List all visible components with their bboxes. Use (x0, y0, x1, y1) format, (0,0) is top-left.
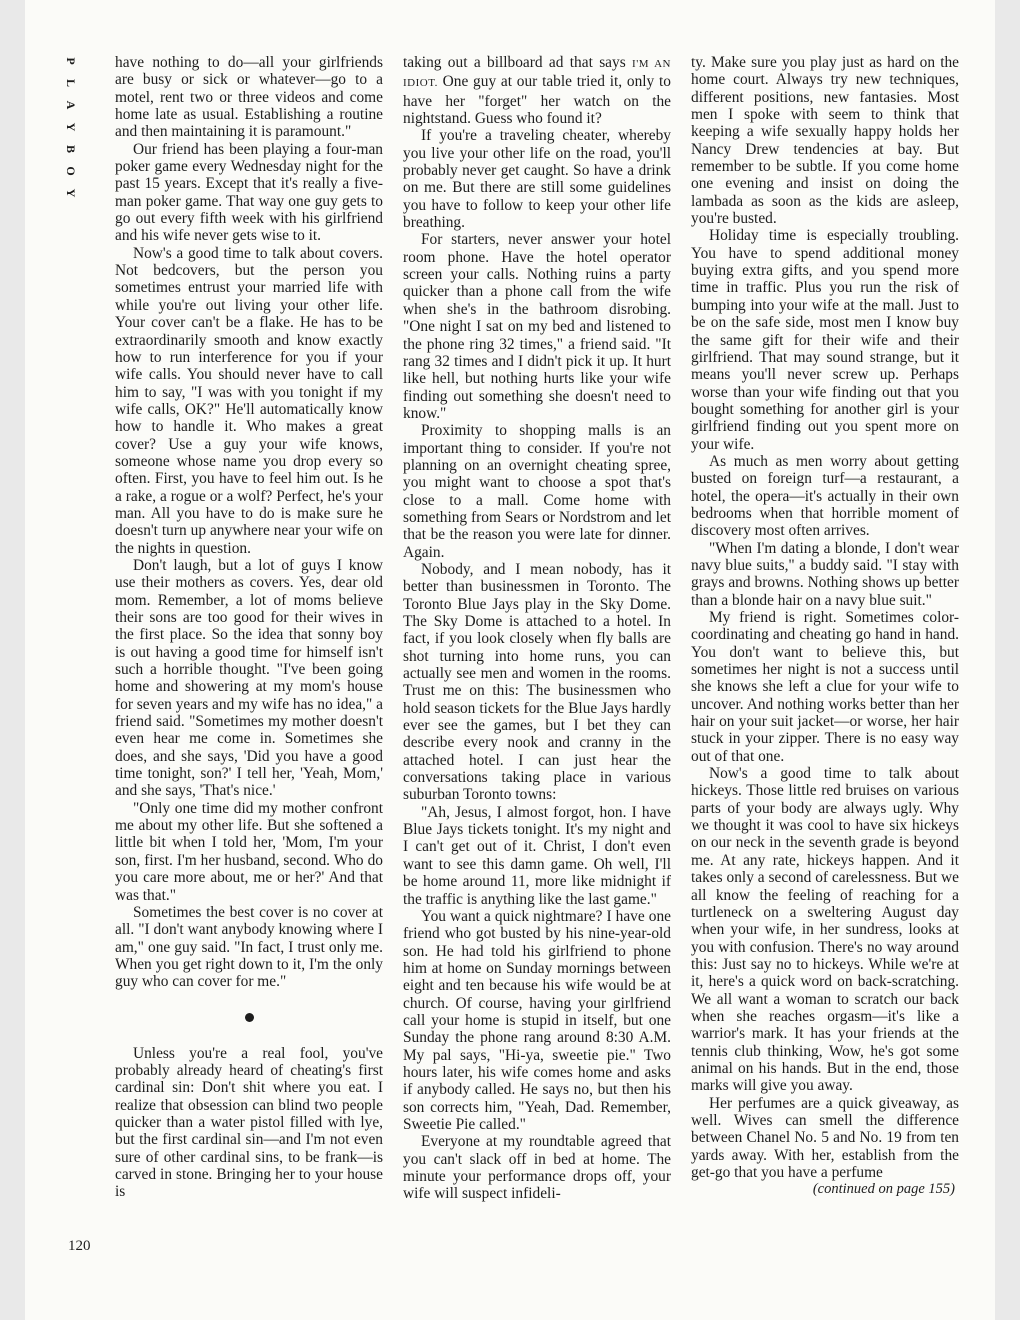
paragraph: If you're a traveling cheater, whereby you live your other life on the road, you'll probably never get caught. So have a drink on me. But there are still some guidelines you have to follow to keep your other life breathing. (403, 127, 671, 232)
running-head-letter: O (64, 166, 78, 176)
paragraph: Everyone at my roundtable agreed that you can't slack off in bed at home. The minute your performance drops off, your wife will suspect infideli- (403, 1133, 671, 1203)
page-number: 120 (68, 1238, 91, 1254)
paragraph: For starters, never answer your hotel room phone. Have the hotel operator screen your calls. Nothing ruins a party quicker than a phone call from the wife when she's in the bathroom disrobing. "One night I sat on my bed and listened to the phone ring 32 times," a friend said. "It rang 32 times and I didn't pick it up. It hurt like hell, but nothing hurts like your wife finding out something she doesn't need to know." (403, 231, 671, 422)
paragraph: Holiday time is especially troubling. You have to spend additional money buying extra gifts, and you spend more time in traffic. Plus you run the risk of bumping into your wife at the mall. Just to be on the safe side, most men I know buy the same gift for their wife and their girlfriend. That may sound strange, but it means you'll never screw up. Perhaps worse than your wife finding out that you bought something for another girl is your girlfriend finding out you spent more on your wife. (691, 227, 959, 453)
paragraph: Unless you're a real fool, you've probably already heard of cheating's first cardinal sin: Don't shit where you eat. I realize that obsession can blind two people quicker than a water pistol filled with lye, but the first cardinal sin—and I'm not even sure of other cardinal sins, to be frank—is carved in stone. Bringing her to your house is (115, 1044, 383, 1201)
column-1 (115, 54, 383, 1201)
continued-note: (continued on page 155) (812, 1181, 955, 1198)
paragraph: As much as men worry about getting busted on foreign turf—a restaurant, a hotel, the opera—it's actually in their own bedrooms when that horrible moment of discovery most often arrives. (691, 452, 959, 540)
text-run: taking out a billboard ad that says (403, 54, 633, 71)
paragraph: You want a quick nightmare? I have one friend who got busted by his nine-year-old son. He had told his girlfriend to phone him at home on Sunday mornings between eight and ten because his wife would be at church. Of course, having your girlfriend call your home is stupid in itself, but one Sunday the phone rang around 8:30 A.M. My pal says, "Hi-ya, sweetie pie." Two hours later, his wife comes home and asks if anybody called. He says no, but then his son corrects him, "Yeah, Dad. Remember, Sweetie Pie called." (403, 907, 671, 1133)
column-2 (403, 54, 671, 1203)
running-head-letter: A (64, 100, 78, 110)
running-head-letter: Y (64, 188, 78, 198)
section-bullet (115, 991, 383, 1045)
paragraph: Nobody, and I mean nobody, has it better than businessmen in Toronto. The Toronto Blue Jays play in the Sky Dome. The Sky Dome is attached to a hotel. In fact, if you look closely when fly balls are shot turning into home runs, you can actually see men and women in the rooms. Trust me on this: The businessmen who hold season tickets for the Blue Jays hardly ever see the games, but I bet they can describe every nook and cranny in the attached hotel. I can just hear the conversations taking place in various suburban Toronto towns: (403, 560, 671, 804)
paragraph: "Ah, Jesus, I almost forgot, hon. I have Blue Jays tickets tonight. It's my night and I can't get out of it. Christ, I don't even want to see this damn game. Oh well, I'll be home around 11, more like midnight if the traffic is anything like the last game." (403, 803, 671, 908)
paragraph: Our friend has been playing a four-man poker game every Wednesday night for the past 15 years. Except that it's really a five-man poker game. That way one guy gets to go out every fifth week with his girlfriend and his wife never gets wise to it. (115, 140, 383, 245)
paragraph: Now's a good time to talk about hickeys. Those little red bruises on various parts of your body are always ugly. Why we thought it was cool to have six hickeys on our neck in the seventh grade is beyond me. At any rate, hickeys happen. And it takes only a second of carelessness. But we all know the feeling of reaching for a turtleneck on a sweltering August day when your wife, in her sundress, looks at you with confusion. There's no way around this: Just say no to hickeys. While we're at it, here's a quick word on back-scratching. We all want a woman to scratch our back when she reaches orgasm—it's like a warrior's mark. It has your friends at the tennis club thinking, Wow, he's got some animal on his hands. But in the end, those marks will give you away. (691, 765, 959, 1095)
small-caps-text: I'M AN IDIOT. (403, 58, 671, 90)
running-head-letter: B (64, 144, 78, 153)
column-3 (691, 54, 959, 1199)
paragraph: My friend is right. Sometimes color-coordinating and cheating go hand in hand. You don't want to believe this, but sometimes her night is not a success until she knows she left a clue for your wife to uncover. And nothing works better than her hair on your suit jacket—or worse, her hair stuck in your zipper. There is no easy way out of that one. (691, 609, 959, 765)
running-head-letter: P (64, 57, 78, 65)
paragraph: ty. Make sure you play just as hard on the home court. Always try new techniques, different positions, new fantasies. Most men I spoke with seem to think that keeping a wife sexually happy holds her Nancy Drew tendencies at bay. But remember to be subtle. If you come home one evening and insist on doing the lambada as soon as the kids are asleep, you're busted. (691, 54, 959, 228)
paragraph: "Only one time did my mother confront me about my other life. But she softened a little bit when I told her, 'Mom, I'm your son, first. I'm her husband, second. Who do you care more about, me or her?' And that was that." (115, 799, 383, 904)
paragraph: Sometimes the best cover is no cover at all. "I don't want anybody knowing where I am," one guy said. "In fact, I trust only me. When you get right down to it, I'm the only guy who can cover for me." (115, 903, 383, 991)
text-run: One guy at our table tried it, only to have her "forget" her watch on the nightstand. Guess who found it? (403, 73, 671, 128)
paragraph (403, 54, 671, 127)
running-head-letter: L (64, 78, 78, 87)
paragraph: Her perfumes are a quick giveaway, as well. Wives can smell the difference between Chanel No. 5 and No. 19 from ten yards away. With her, establish from the get-go that you have a perfume (691, 1094, 959, 1181)
paragraph: have nothing to do—all your girlfriends are busy or sick or whatever—go to a motel, rent two or three videos and come home late as usual. Establishing a routine and then maintaining it is paramount." (115, 54, 383, 141)
paragraph: Proximity to shopping malls is an important thing to consider. If you're not planning on an overnight cheating spree, you might want to choose a spot that's close to a mall. Come home with something from Sears or Nordstrom and let that be the reason you were late for dinner. Again. (403, 422, 671, 561)
paragraph: Now's a good time to talk about covers. Not bedcovers, but the person you sometimes entrust your married life with while you're out living your other life. Your cover can't be a flake. He has to be extraordinarily smooth and know exactly how to run interference for you if your wife calls. You should never have to call him to say, "I was with you tonight if my wife calls, OK?" He'll automatically know how to handle it. Who makes a great cover? Use a guy your wife knows, someone whose name you drop every so often. First, you have to feel him out. Is he a rake, a rogue or a wolf? Perfect, he's your man. All you have to do is make sure he doesn't turn up anywhere near your wife on the nights in question. (115, 244, 383, 557)
paragraph: Don't laugh, but a lot of guys I know use their mothers as covers. Yes, dear old mom. Remember, a lot of moms believe their sons are too good for their wives in the first place. So the idea that sonny boy is out having a good time for himself isn't such a horrible thought. "I've been going home and showering at my mom's house for seven years and my wife has no idea," a friend said. "Sometimes my mother doesn't even hear me come in. Sometimes she does, and she says, 'Did you have a good time tonight, son?' I tell her, 'Yeah, Mom,' and she says, 'That's nice.' (115, 556, 383, 800)
running-head (61, 50, 81, 204)
magazine-page (25, 0, 995, 1320)
bullet-dot-icon (245, 1013, 254, 1022)
paragraph: "When I'm dating a blonde, I don't wear navy blue suits," a buddy said. "I stay with grays and browns. Nothing shows up better than a blonde hair on a navy blue suit." (691, 539, 959, 609)
running-head-letter: Y (64, 122, 78, 132)
